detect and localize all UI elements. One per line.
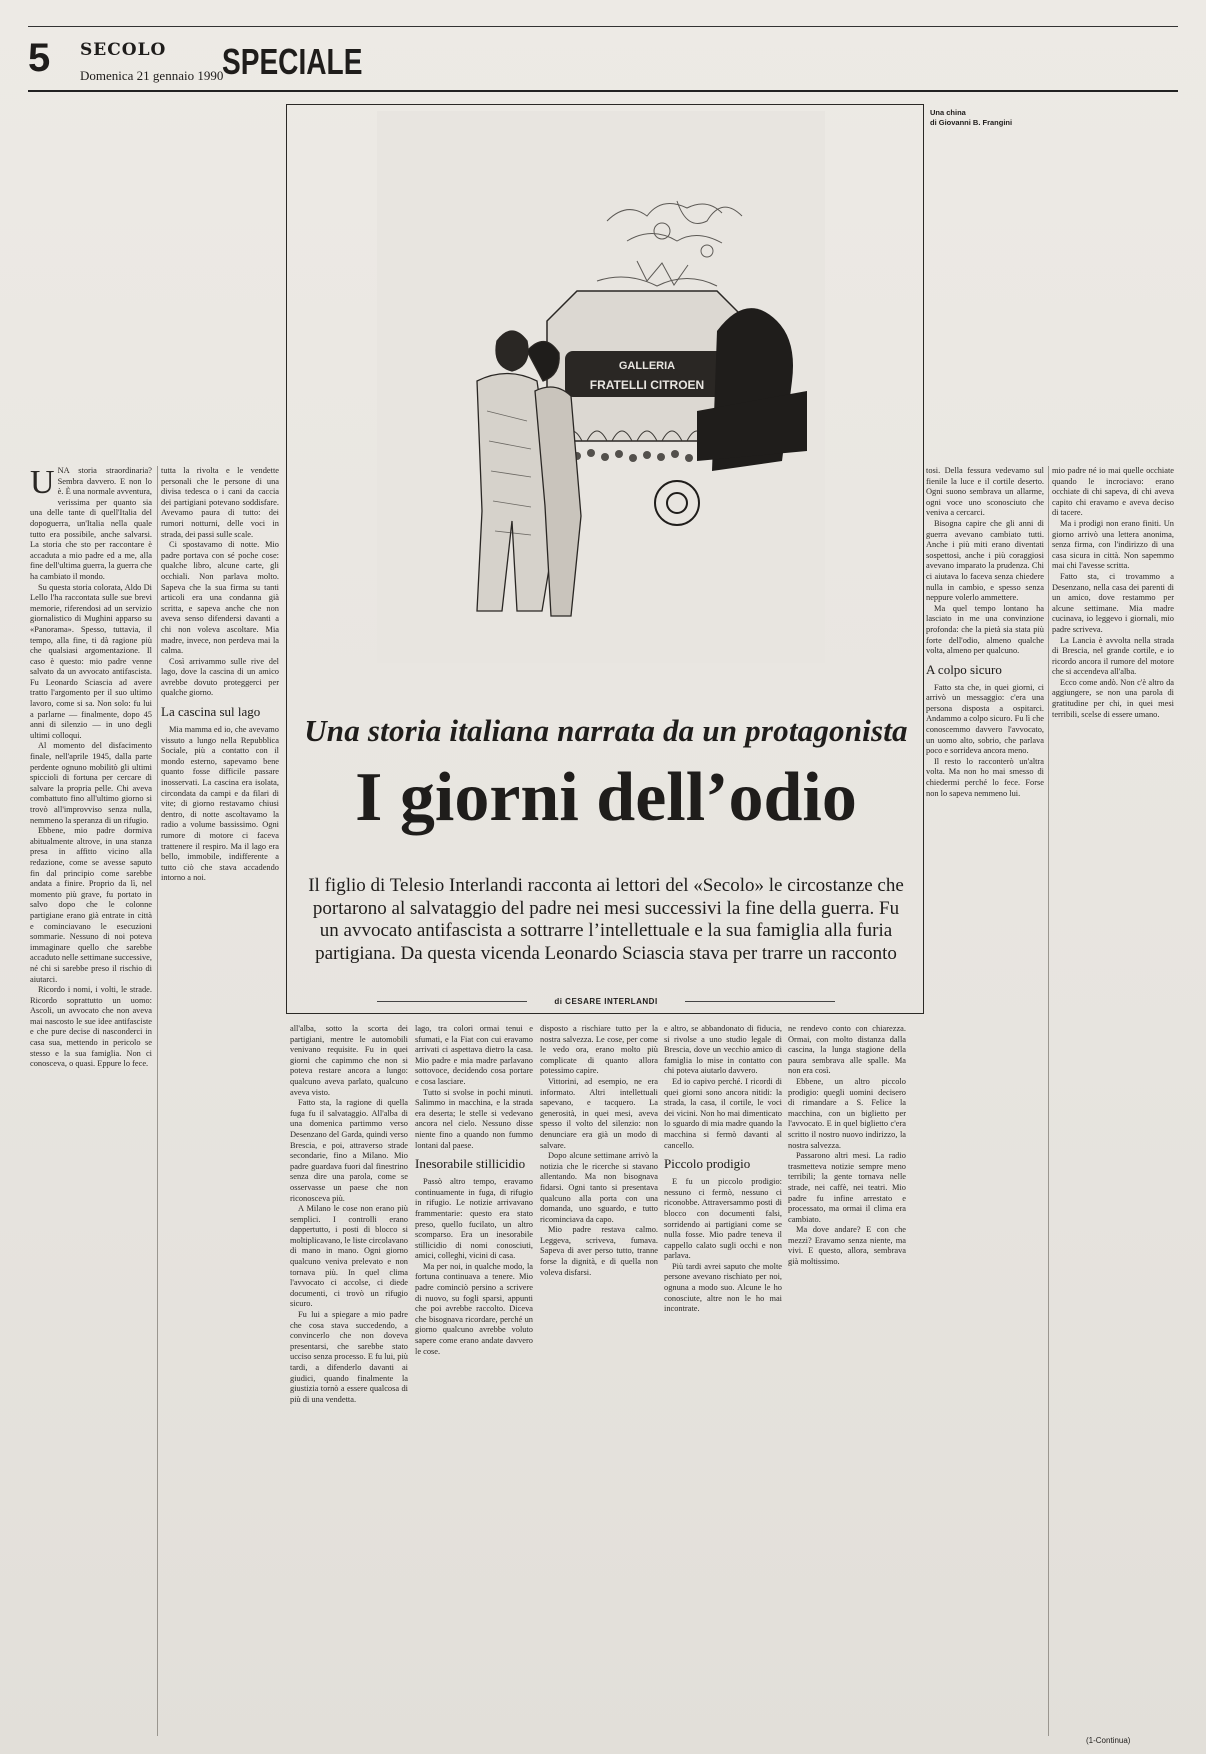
- subheading: La cascina sul lago: [161, 704, 261, 720]
- paragraph: Ebbene, un altro piccolo prodigio: quegli uomini decisero di rimandare a S. Felice la macchina, con un biglietto per l'avvocato. E in quel biglietto c'era scritto il nostro nuovo indirizzo, la nostra salvezza.: [788, 1076, 906, 1150]
- paragraph: Ed io capivo perché. I ricordi di quei giorni sono ancora nitidi: la strada, la casa, il cortile, le voci dei vicini. Non ho mai dimenticato lo sguardo di mia madre quando la macchina si fermò davanti al cancello.: [664, 1076, 782, 1150]
- sign-bottom-text: FRATELLI CITROEN: [589, 378, 705, 392]
- paragraph: Ci spostavamo di notte. Mio padre portava con sé poche cose: qualche libro, alcune carte, gli occhiali. Non parlava molto. Sapeva che la sua firma su tanti articoli era una condanna già scritta, e sapeva anche che non aveva senso difendersi davanti a chi non voleva ascoltare. Mia madre, invece, non perdeva mai la calma.: [161, 540, 279, 656]
- paragraph: Fu lui a spiegare a mio padre che cosa stava succedendo, a convincerlo che non doveva presentarsi, che sarebbe stato ucciso senza processo. E fu lui, più tardi, a difenderlo davanti ai giudici, quando finalmente la giustizia tornò a essere qualcosa di più di una vendetta.: [290, 1310, 408, 1404]
- paragraph: Più tardi avrei saputo che molte persone avevano rischiato per noi, ognuna a modo suo. Alcune le ho conosciute, altre non le ho mai incontrate.: [664, 1261, 782, 1314]
- paragraph: Ma quel tempo lontano ha lasciato in me una convinzione profonda: che la pietà sia stata più forte dell'odio, almeno qualche volta, almeno per qualcuno.: [926, 603, 1044, 656]
- feature-byline: di CESARE INTERLANDI: [554, 997, 658, 1006]
- publication-name: SECOLO: [80, 40, 167, 60]
- illustration-caption: [930, 108, 1050, 128]
- paragraph: Mia mamma ed io, che avevamo vissuto a lungo nella Repubblica Sociale, più a contatto con il mondo esterno, sapevamo bene quanto fosse difficile passare inosservati. La cascina era isolata, circondata da campi e da filari di vite; di giorno restavamo chiusi dentro, di notte ascoltavamo la radio a volume bassissimo. Ogni rumore di motore ci faceva trattenere il respiro. Ma il lago era bello, immobile, indifferente a tutto ciò che stava accadendo intorno a noi.: [161, 725, 279, 883]
- paragraph: Ebbene, mio padre dormiva abitualmente altrove, in una stanza presa in affitto vicino alla redazione, come se avesse saputo fin dal principio come sarebbe andata a finire. Proprio da lì, nel momento più grave, fu portato in salvo dopo che le colonne partigiane erano già entrate in città e cominciavano le esecuzioni sommarie. Nessuno di noi poteva immaginare quello che sarebbe accaduto nelle settimane successive, né chi si sarebbe preso il rischio di aiutarci.: [30, 826, 152, 984]
- article-column-5: [540, 1024, 658, 1736]
- paragraph: NA storia straordinaria? Sembra davvero. E non lo è. È una normale avventura, verissima per quanto sia una delle tante di quell'Italia del dopoguerra, un'Italia nella quale tutto era possibile, anche salvarsi. La storia che sto per raccontare è accaduta a mio padre ed a me, alla fine dell'ultima guerra, la guerra che ha cambiato il mondo.: [30, 466, 152, 581]
- paragraph: Ecco come andò. Non c'è altro da aggiungere, se non una parola di gratitudine per chi, in quei mesi terribili, scelse di essere umano.: [1052, 677, 1174, 719]
- paragraph: E fu un piccolo prodigio: nessuno ci fermò, nessuno ci riconobbe. Attraversammo posti di blocco con documenti falsi, sorridendo ai partigiani come se nulla fosse. Mio padre teneva il cappello calato sugli occhi e non parlava.: [664, 1177, 782, 1261]
- paragraph: Fatto sta che, in quei giorni, ci arrivò un messaggio: c'era una persona disposta a ospitarci. Andammo a colpo sicuro. Fu lì che conoscemmo davvero l'avvocato, un uomo alto, sobrio, che parlava poco e sorrideva ancora meno.: [926, 682, 1044, 756]
- article-column-9: [1052, 466, 1174, 1728]
- subheading: A colpo sicuro: [926, 661, 1002, 677]
- masthead: [28, 38, 1178, 96]
- article-column-1: [30, 466, 152, 1736]
- masthead-rule: [28, 90, 1178, 92]
- paragraph: Così arrivammo sulle rive del lago, dove la cascina di un amico avrebbe dovuto proteggerci per qualche giorno.: [161, 656, 279, 698]
- paragraph: Passarono altri mesi. La radio trasmetteva notizie sempre meno terribili; la gente tornava nelle strade, nei caffè, nei teatri. Mio padre fu infine arrestato e processato, ma ormai il clima era cambiato.: [788, 1151, 906, 1224]
- feature-box: [286, 104, 924, 1014]
- column-rule: [157, 466, 158, 1736]
- article-column-8: [926, 466, 1044, 1736]
- article-column-6: [664, 1024, 782, 1736]
- top-rule: [28, 26, 1178, 27]
- publication-date: Domenica 21 gennaio 1990: [80, 68, 224, 83]
- paragraph: all'alba, sotto la scorta dei partigiani, mentre le automobili venivano requisite. Fu in quei giorni che capimmo che non si poteva restare ancora a lungo: qualcuno aveva parlato, qualcuno aveva visto.: [290, 1024, 408, 1097]
- paragraph: lago, tra colori ormai tenui e sfumati, e la Fiat con cui eravamo arrivati ci aspettava dietro la casa. Mio padre e mia madre parlavano sottovoce, decidendo cosa portare e cosa lasciare.: [415, 1024, 533, 1086]
- paragraph: Dopo alcune settimane arrivò la notizia che le ricerche si stavano allentando. Ma non bisognava fidarsi. Ogni tanto si presentava qualcuno alla porta con una domanda, uno sguardo, e tutto ricominciava da capo.: [540, 1151, 658, 1224]
- paragraph: Al momento del disfacimento finale, nell'aprile 1945, dalla parte perdente ognuno mobilitò gli ultimi spiccioli di fortuna per cercare di salvare la propria pelle. Chi aveva combattuto fino all'ultimo giorno si trovò all'improvviso senza nulla, nemmeno la speranza di un rifugio.: [30, 741, 152, 825]
- paragraph: La Lancia è avvolta nella strada di Brescia, nel grande cortile, e io ricordo ancora il rumore del motore che si accendeva all'alba.: [1052, 635, 1174, 677]
- paragraph: Passò altro tempo, eravamo continuamente in fuga, di rifugio in rifugio. Le notizie arrivavano frammentarie: questo era stato preso, quello fucilato, un altro scomparso. Era un inesorabile stillicidio di nomi conosciuti, amici, colleghi, vicini di casa.: [415, 1177, 533, 1261]
- page-number: 5: [28, 36, 51, 80]
- paragraph: Ma i prodigi non erano finiti. Un giorno arrivò una lettera anonima, senza firma, con l'indirizzo di una casa sicura in città. Non sapemmo mai chi l'avesse scritta.: [1052, 518, 1174, 571]
- feature-kicker: Una storia italiana narrata da un protagonista: [304, 713, 908, 748]
- paragraph: Vittorini, ad esempio, ne era informato. Altri intellettuali sapevano, e tacquero. La generosità, in quei mesi, aveva spesso il volto del silenzio: non denunciare era già un modo di salvare.: [540, 1076, 658, 1150]
- paragraph: Tutto si svolse in pochi minuti. Salimmo in macchina, e la strada era deserta; le stelle si vedevano ancora nel cielo. Nessuno disse niente fino a quando non fummo lontani dal paese.: [415, 1087, 533, 1150]
- illustration: [377, 111, 825, 663]
- continuation-note: (1-Continua): [1086, 1736, 1131, 1745]
- paragraph: ne rendevo conto con chiarezza. Ormai, con molto distanza dalla cascina, la lunga stagione della paura sembrava alle spalle. Ma non era così.: [788, 1024, 906, 1076]
- paragraph: Ma per noi, in qualche modo, la fortuna continuava a tenere. Mio padre cominciò persino a scrivere di nuovo, su fogli sparsi, appunti che poi avrebbe raccolto. Diceva che bisognava ricordare, perché un giorno qualcuno avrebbe voluto sapere come erano andate davvero le cose.: [415, 1261, 533, 1356]
- caption-line-2: di Giovanni B. Frangini: [930, 118, 1013, 127]
- paragraph: Mio padre restava calmo. Leggeva, scriveva, fumava. Sapeva di aver perso tutto, tranne forse la dignità, e di quella non voleva disfarsi.: [540, 1225, 658, 1277]
- sign-top-text: GALLERIA: [618, 360, 676, 372]
- paragraph: Fatto sta, la ragione di quella fuga fu il salvataggio. All'alba di una domenica partimmo verso Desenzano del Garda, quindi verso Brescia, e poi, attraverso strade secondarie, fino a Milano. Mio padre guardava fuori dal finestrino senza dire una parola, come se osservasse un paese che non riconosceva più.: [290, 1098, 408, 1203]
- ink-drawing: [377, 111, 825, 663]
- section-title: SPECIALE: [222, 41, 363, 82]
- paragraph: mio padre né io mai quelle occhiate quando le incrociavo: erano occhiate di chi sapeva, di chi aveva capito chi eravamo e aveva deciso di tacere.: [1052, 466, 1174, 518]
- paragraph: Bisogna capire che gli anni di guerra avevano cambiato tutti. Anche i più miti erano diventati sospettosi, anche i più coraggiosi avevano imparato la prudenza. Chi ci aiutava lo faceva senza chiedere nulla in cambio, e spesso senza neppure volerlo ammettere.: [926, 518, 1044, 603]
- article-column-4: [415, 1024, 533, 1736]
- byline-rule-right: [685, 1001, 835, 1002]
- subheading: Piccolo prodigio: [664, 1156, 751, 1172]
- paragraph: e altro, se abbandonato di fiducia, si rivolse a uno studio legale di Brescia, dove un vecchio amico di famiglia lo mise in contatto con chi poteva aiutarlo davvero.: [664, 1024, 782, 1076]
- subheading: Inesorabile stillicidio: [415, 1156, 526, 1172]
- paragraph: Fatto sta, ci trovammo a Desenzano, nella casa dei parenti di un amico, dove restammo per alcune settimane. Mia madre cucinava, io leggevo i giornali, mio padre scriveva.: [1052, 571, 1174, 634]
- paragraph: tosi. Della fessura vedevamo sul fienile la luce e il cortile deserto. Ogni suono sembrava un allarme, ogni voce uno sconosciuto che veniva a cercarci.: [926, 466, 1044, 518]
- paragraph: Su questa storia colorata, Aldo Di Lello l'ha raccontata sulle sue brevi memorie, riferendosi ad un servizio giornalistico di Mughini apparso su «Panorama». Spesso, tuttavia, il tempo, alla fine, ti dà ragione più che qualsiasi argomentazione. Il caso è questo: mio padre venne salvato da un avvocato antifascista. Fu Leonardo Sciascia ad avere tratto l'argomento per il suo ultimo lavoro, come si sa. Non solo: fu lui a parlarne — finalmente, dopo 45 anni di silenzio — in uno degli ultimi colloqui.: [30, 582, 152, 740]
- feature-headline: I giorni dell’odio: [355, 759, 857, 836]
- paragraph: Il resto lo racconterò un'altra volta. Ma non ho mai smesso di chiedermi perché lo fece. Forse non lo sapeva nemmeno lui.: [926, 756, 1044, 798]
- paragraph: tutta la rivolta e le vendette personali che le persone di una divisa tedesca o i cani da caccia dei partigiani potevano soddisfare. Avevamo paura di tutto: dei rumori notturni, delle voci in strada, dei passi sulle scale.: [161, 466, 279, 539]
- paragraph: Ma dove andare? E con che mezzi? Eravamo senza niente, ma vivi. E questo, allora, sembrava già moltissimo.: [788, 1225, 906, 1267]
- article-column-3: [290, 1024, 408, 1736]
- drop-cap: U: [30, 466, 55, 501]
- caption-line-1: Una china: [930, 108, 966, 117]
- feature-standfirst: Il figlio di Telesio Interlandi racconta ai lettori del «Secolo» le circostanze che portarono al salvataggio del padre nei mesi successivi la fine della guerra. Fu un avvocato antifascista a sottrarre l’intellettuale e la sua famiglia alla furia partigiana. Da questa vicenda Leonardo Sciascia stava per trarre un racconto: [308, 875, 904, 964]
- article-column-7: [788, 1024, 906, 1736]
- paragraph: Ricordo i nomi, i volti, le strade. Ricordo soprattutto un uomo: Ascoli, un avvocato che non aveva mai nascosto le sue idee antifasciste e che pure decise di nasconderci in casa sua, mettendo in pericolo se stesso e la sua famiglia. Non ci conosceva, o quasi. Eppure lo fece.: [30, 985, 152, 1069]
- paragraph: A Milano le cose non erano più semplici. I controlli erano dappertutto, i posti di blocco si moltiplicavano, le liste circolavano di mano in mano. Ogni giorno qualcuno veniva prelevato e non tornava più. In quel clima l'avvocato ci accolse, ci diede documenti, ci trovò un rifugio sicuro.: [290, 1204, 408, 1309]
- column-rule: [1048, 466, 1049, 1736]
- article-column-2: [161, 466, 279, 1736]
- paragraph: disposto a rischiare tutto per la nostra salvezza. Le cose, per come le vedo ora, erano molto più complicate di quanto allora potessimo capire.: [540, 1024, 658, 1076]
